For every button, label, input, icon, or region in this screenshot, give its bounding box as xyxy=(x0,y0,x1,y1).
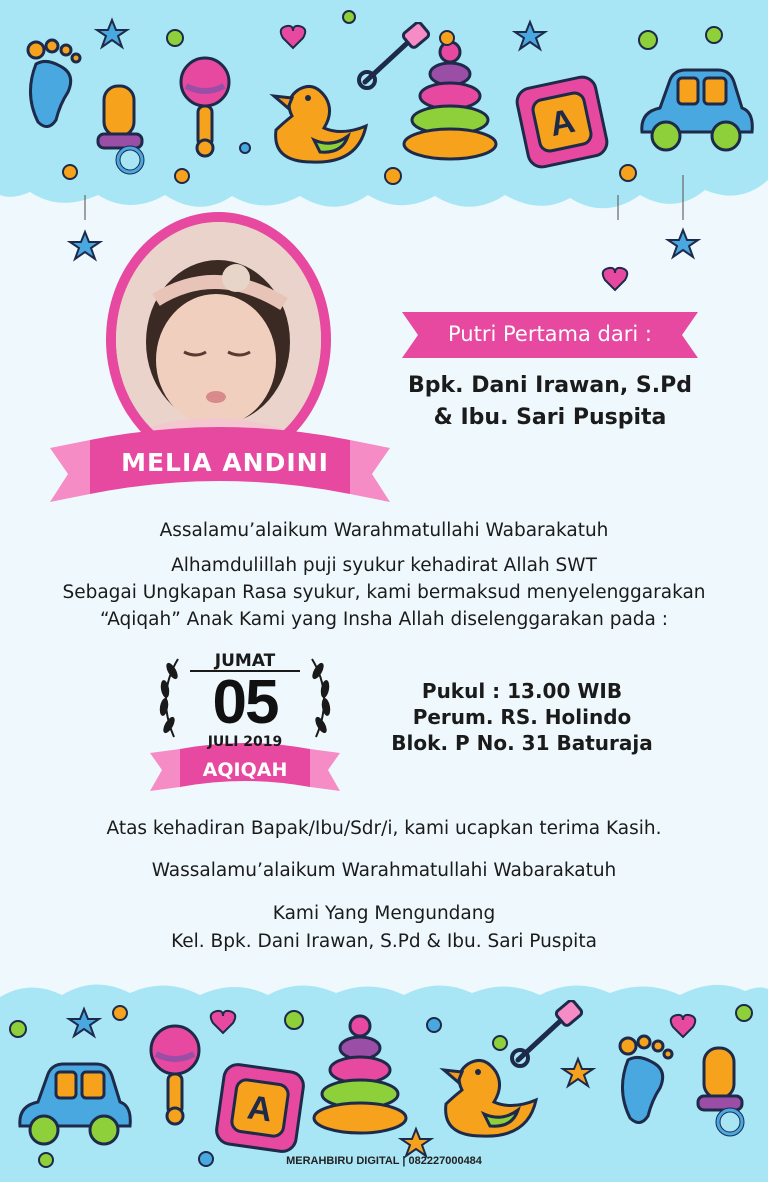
event-time: Pukul : 13.00 WIB xyxy=(421,679,623,703)
parents-heading: Putri Pertama dari : xyxy=(448,322,652,346)
father-name: Bpk. Dani Irawan, S.Pd xyxy=(408,373,692,398)
event-details xyxy=(372,678,672,756)
greeting: Assalamu’alaikum Warahmatullahi Wabarakatuh xyxy=(159,520,609,541)
event-month-year: JULI 2019 xyxy=(207,734,283,750)
mother-name: & Ibu. Sari Puspita xyxy=(433,405,667,430)
foot-bottom-icon xyxy=(608,1030,678,1130)
event-address: Blok. P No. 31 Baturaja xyxy=(391,731,653,755)
inviter-name: Kel. Bpk. Dani Irawan, S.Pd & Ibu. Sari Puspita xyxy=(171,931,597,952)
message-line-1: Alhamdulillah puji syukur kehadirat Allah SWT xyxy=(171,555,597,576)
rattle-bottom-icon xyxy=(140,1020,210,1130)
message-line-2: Sebagai Ungkapan Rasa syukur, kami bermaksud menyelenggarakan xyxy=(62,582,706,603)
event-tag: AQIQAH xyxy=(202,759,288,781)
event-day: JUMAT xyxy=(214,651,276,671)
svg-text:A: A xyxy=(546,101,579,145)
thanks-line: Atas kehadiran Bapak/Ibu/Sdr/i, kami ucapkan terima Kasih. xyxy=(106,818,662,839)
date-badge xyxy=(150,645,340,795)
event-date-number: 05 xyxy=(212,668,278,737)
toy-car-bottom-icon xyxy=(12,1056,137,1156)
farewell-line: Wassalamu’alaikum Warahmatullahi Wabarakatuh xyxy=(151,860,617,881)
inviter-label: Kami Yang Mengundang xyxy=(272,903,496,924)
event-place: Perum. RS. Holindo xyxy=(412,705,632,729)
ring-stacker-bottom-icon xyxy=(308,1012,413,1142)
parents-names xyxy=(380,370,720,434)
svg-text:A: A xyxy=(245,1088,275,1130)
pacifier-bottom-icon xyxy=(690,1042,760,1142)
message-line-3: “Aqiqah” Anak Kami yang Insha Allah diselenggarakan pada : xyxy=(100,609,668,630)
child-name: MELIA ANDINI xyxy=(121,448,329,477)
credit-watermark: MERAHBIRU DIGITAL | 082227000484 xyxy=(286,1155,482,1167)
letter-block-bottom-icon xyxy=(210,1058,310,1158)
safety-pin-bottom-icon xyxy=(508,1000,588,1070)
